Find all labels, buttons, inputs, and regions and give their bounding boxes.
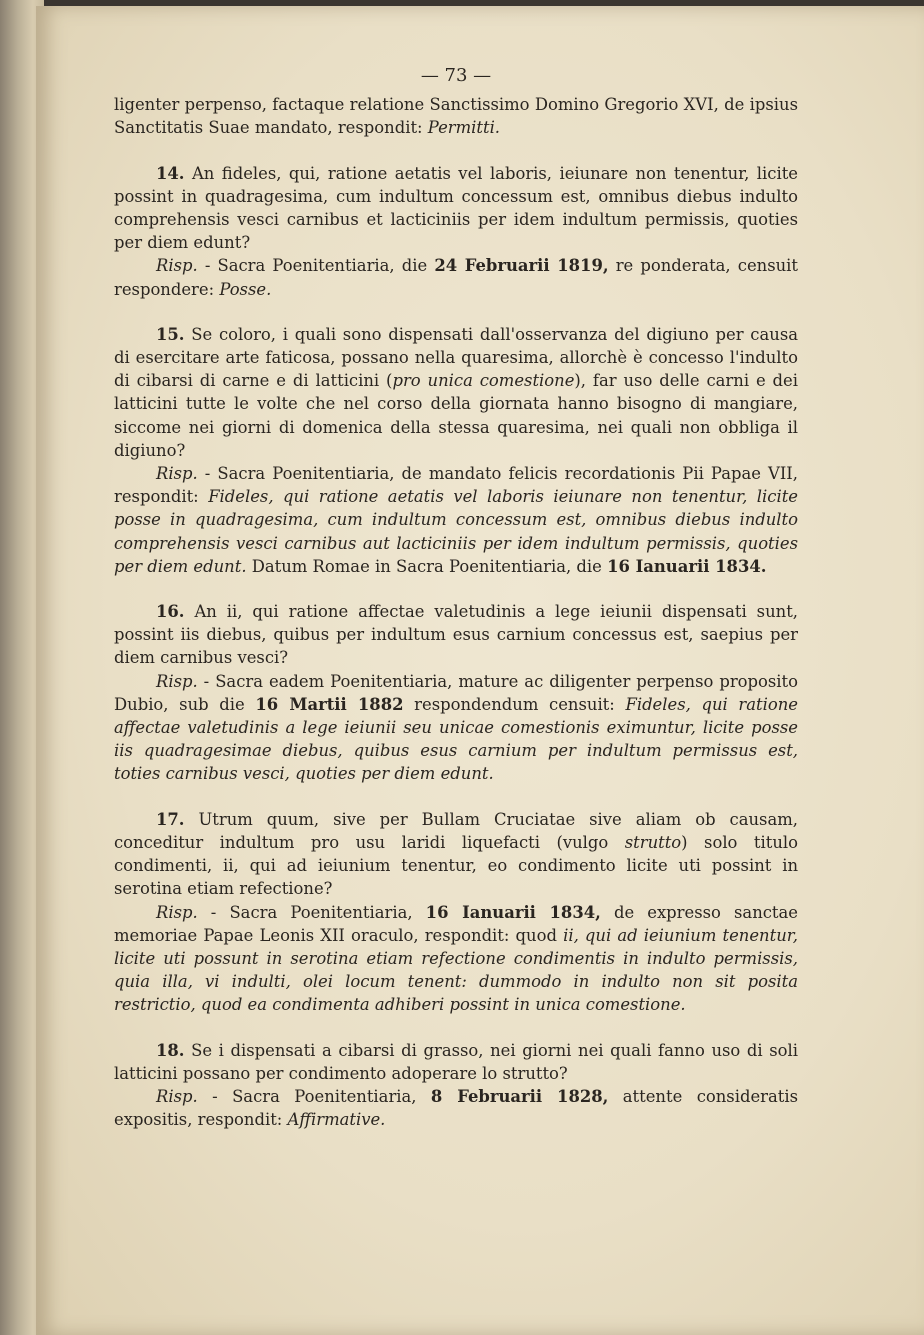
italic-run: Affirmative. [287,1110,386,1130]
question-16 [114,600,798,670]
italic-run: ii, qui ad ieiunium tenentur, licite uti possunt in serotina etiam refectione condimentis in indulto permissis, quia illa, vi indulti, olei locum tenent: dummodo in indulto non sit posita restrictio, quod ea condimenta adhiberi possint in unica comestione. [114,925,798,1015]
italic-run: Fideles, qui ratione aetatis vel laboris ieiunare non tenentur, licite posse in quadragesima, cum indultum concessum est, omnibus diebus indulto comprehensis vesci carnibus aut lacticiniis per idem indultum permissis, quoties per diem edunt. [114,487,799,576]
text-run: - Sacra Poenitentiaria, die [197,256,435,276]
text-run: Datum Romae in Sacra Poenitentiaria, die [246,556,608,576]
question-text: An ii, qui ratione affectae valetudinis a lege ieiunii dispensati sunt, possint iis diebus, quibus per indultum esus carnium concessus est, saepius per diem carnibus vesci? [114,602,798,668]
question-number: 18. [156,1040,185,1060]
date-bold: 16 Ianuarii 1834. [607,556,767,576]
page-text [114,64,798,1131]
response-17 [114,901,798,1017]
text-run: - Sacra Poenitentiaria, [197,902,426,922]
question-number: 16. [156,602,185,622]
text-run: attente consideratis expositis, respondit: [114,1086,798,1130]
date-bold: 8 Februarii 1828, [430,1086,609,1106]
question-text: ), far uso delle carni e dei latticini tutte le volte che nel corso della giornata hanno bisogno di mangiare, siccome nei giorni di domenica della stessa quaresima, nei quali non obbliga il digiuno? [114,371,798,460]
question-text: Utrum quum, sive per Bullam Cruciatae sive aliam ob causam, conceditur indultum pro usu laridi liquefacti (vulgo [114,809,798,852]
question-text: ) solo titulo condimenti, ii, qui ad ieiunium tenentur, eo condimento licite uti possint in serotina etiam refectione? [114,832,798,899]
response-18 [114,1085,798,1131]
response-15 [114,462,798,578]
date-bold: 16 Ianuarii 1834, [425,902,601,922]
text-run: ligenter perpenso, factaque relatione Sanctissimo Domino Gregorio XVI, de ipsius Sanctitatis Suae mandato, respondit: [114,95,798,138]
date-bold: 24 Februarii 1819, [434,256,609,276]
response-16 [114,670,798,786]
text-run: re ponderata, censuit respondere: [114,256,798,299]
italic-run: Posse. [219,279,272,299]
question-text: Se i dispensati a cibarsi di grasso, nei giorni nei quali fanno uso di soli latticini possano per condimento adoperare lo strutto? [114,1040,798,1083]
risp-label: Risp. [156,1086,198,1106]
response-14 [114,254,798,300]
question-15 [114,323,798,462]
question-14 [114,162,798,255]
page-number: — 73 — [420,65,492,86]
risp-label: Risp. [156,256,198,276]
question-18 [114,1039,798,1085]
text-run: - Sacra eadem Poenitentiaria, mature ac diligenter perpenso proposito Dubio, sub die [114,671,798,714]
question-text: An fideles, qui, ratione aetatis vel laboris, ieiunare non tenentur, licite possint in quadragesima, cum indultum concessum est, omnibus diebus indulto comprehensis vesci carnibus et lacticiniis per idem indultum permissis, quoties per diem edunt? [114,163,798,253]
italic-run: pro unica comestione [392,371,575,391]
question-number: 15. [156,324,185,344]
question-17 [114,808,798,901]
question-text: Se coloro, i quali sono dispensati dall'osservanza del digiuno per causa di esercitare arte faticosa, possano nella quaresima, allorchè è concesso l'indulto di cibarsi di carne e di latticini ( [114,324,798,391]
italic-run: strutto [624,832,682,852]
question-number: 14. [156,163,185,183]
question-number: 17. [156,809,185,829]
italic-run: Fideles, qui ratione affectae valetudinis a lege ieiunii seu unicae comestionis eximuntur, licite posse iis quadragesimae diebus, quibus esus carnium per indultum permissus est, toties carnibus vesci, quoties per diem edunt. [114,694,798,784]
risp-label: Risp. [156,671,198,691]
italic-run: Permitti. [427,118,501,138]
text-run: - Sacra Poenitentiaria, de mandato felicis recordationis Pii Papae VII, respondit: [114,464,798,507]
continuation-paragraph [114,93,798,139]
text-run: respondendum censuit: [403,694,626,714]
text-run: de expresso sanctae memoriae Papae Leonis XII oraculo, respondit: quod [114,902,798,945]
date-bold: 16 Martii 1882 [255,694,404,714]
text-run: - Sacra Poenitentiaria, [197,1086,431,1106]
risp-label: Risp. [156,464,198,484]
risp-label: Risp. [156,902,198,922]
book-page [36,6,924,1335]
